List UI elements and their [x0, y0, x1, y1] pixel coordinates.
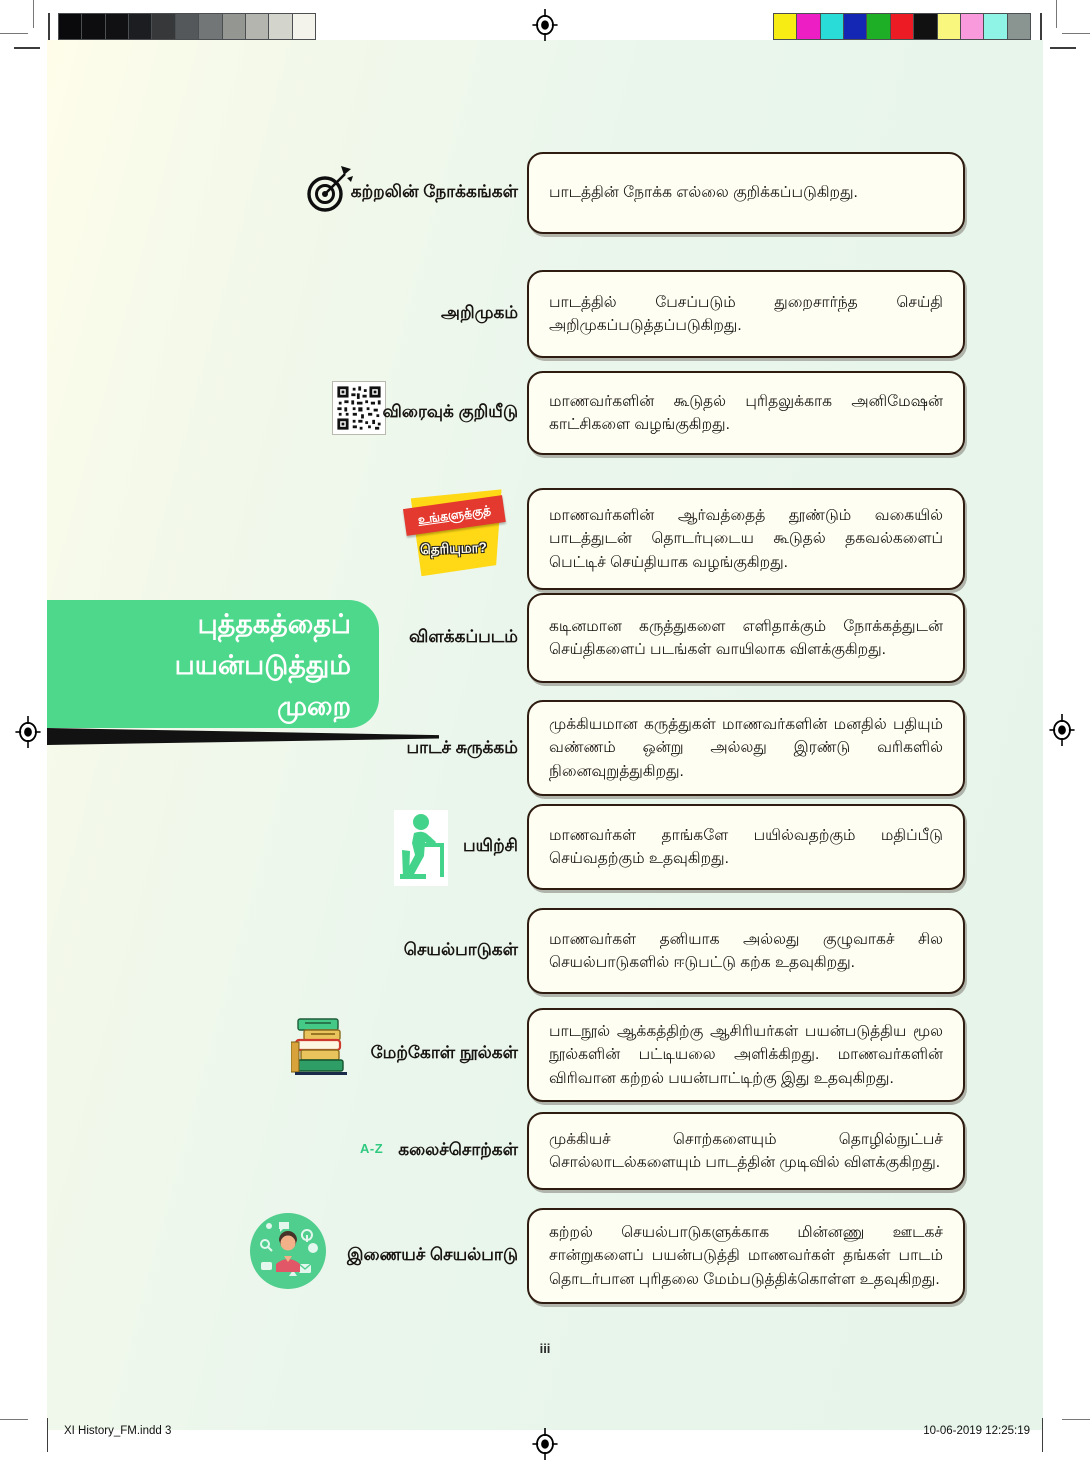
info-box-illustration [527, 593, 965, 683]
info-text: கற்றல் செயல்பாடுகளுக்காக மின்னணு ஊடகச் சான்றுகளைப் பயன்படுத்தி மாணவர்கள் தங்கள் பாடம் தொடர்பான புரிதலை மேம்படுத்திக்கொள்ள உதவுகிறது. [549, 1224, 943, 1288]
page-number: iii [539, 1341, 551, 1356]
info-text: கடினமான கருத்துகளை எளிதாக்கும் நோக்கத்துடன் செய்திகளைப் படங்கள் வாயிலாக விளக்குகிறது. [549, 617, 943, 658]
grayscale-calibration-bar [58, 13, 316, 40]
az-icon: A-Z [360, 1141, 384, 1156]
crop-mark [14, 47, 40, 49]
crop-mark [33, 0, 34, 28]
info-text: மாணவர்களின் ஆர்வத்தைத் தூண்டும் வகையில் பாடத்துடன் தொடர்புடைய கூடுதல் தகவல்களைப் பெட்டிச் செய்தியாக வழங்குகிறது. [549, 507, 943, 571]
info-box-reference-books [527, 1008, 965, 1102]
row-label-introduction: அறிமுகம் [441, 303, 518, 322]
info-box-lesson-summary [527, 700, 965, 796]
crop-mark [1040, 13, 1042, 40]
row-label-illustration: விளக்கப்படம் [409, 627, 518, 646]
info-box-internet-activity [527, 1208, 965, 1304]
banner-line: முறை [277, 691, 351, 721]
crop-mark [0, 33, 28, 34]
crop-mark [47, 1418, 48, 1452]
row-label-reference-books: மேற்கோள் நூல்கள் [370, 1043, 518, 1062]
crop-mark [1056, 0, 1057, 28]
info-box-do-you-know [527, 488, 965, 590]
info-text: முக்கியமான கருத்துகள் மாணவர்களின் மனதில் பதியும் வண்ணம் ஒன்று அல்லது இரண்டு வரிகளில் நினைவுறுத்துகிறது. [549, 716, 943, 780]
crop-mark [48, 13, 50, 40]
info-text: மாணவர்களின் கூடுதல் புரிதலுக்காக அனிமேஷன் காட்சிகளை வழங்குகிறது. [549, 392, 943, 433]
crop-mark [1042, 1418, 1043, 1452]
info-box-practice [527, 804, 965, 890]
info-box-glossary [527, 1112, 965, 1190]
info-box-activities [527, 908, 965, 994]
crop-mark [0, 1419, 28, 1420]
footer-filename: XI History_FM.indd 3 [64, 1425, 172, 1437]
row-label-practice: பயிற்சி [463, 836, 518, 855]
banner-line: புத்தகத்தைப் [197, 609, 351, 639]
info-text: பாடத்தில் பேசப்படும் துறைசார்ந்த செய்தி அறிமுகப்படுத்தப்படுகிறது. [549, 293, 943, 334]
banner-line: பயன்படுத்தும் [174, 650, 351, 680]
registration-mark-right [1048, 714, 1076, 746]
registration-mark-bottom [531, 1428, 559, 1460]
row-label-internet-activity: இணையச் செயல்பாடு [346, 1245, 518, 1264]
crop-mark [1062, 1419, 1090, 1420]
info-text: பாடத்தின் நோக்க எல்லை குறிக்கப்படுகிறது. [549, 184, 858, 202]
info-text: மாணவர்கள் தாங்களே பயில்வதற்கும் மதிப்பீடு செய்வதற்கும் உதவுகிறது. [549, 826, 943, 867]
section-banner [47, 600, 379, 728]
info-text: மாணவர்கள் தனியாக அல்லது குழுவாகச் சில செயல்பாடுகளில் ஈடுபட்டு கற்க உதவுகிறது. [549, 930, 943, 971]
crop-mark [1050, 47, 1076, 49]
info-box-qr-code [527, 371, 965, 455]
row-label-lesson-summary: பாடச் சுருக்கம் [406, 738, 518, 757]
crop-mark [1062, 33, 1090, 34]
row-label-qr-code: விரைவுக் குறியீடு [382, 402, 518, 421]
color-calibration-bar [773, 13, 1031, 40]
badge-red-band: உங்களுக்குத் [403, 495, 506, 536]
registration-mark-top [531, 9, 559, 41]
badge-question-text: தெரியுமா? [419, 539, 488, 558]
row-label-activities: செயல்பாடுகள் [403, 940, 518, 959]
registration-mark-left [14, 716, 42, 748]
do-you-know-badge [404, 489, 507, 576]
info-box-introduction [527, 270, 965, 358]
info-box-learning-objectives [527, 152, 965, 234]
row-label-learning-objectives: கற்றலின் நோக்கங்கள் [350, 182, 518, 201]
info-text: பாடநூல் ஆக்கத்திற்கு ஆசிரியர்கள் பயன்படுத்திய மூல நூல்களின் பட்டியலை அளிக்கிறது. மாணவர்களின் விரிவான கற்றல் பயன்பாட்டிற்கு இது உதவுகிறது. [549, 1023, 943, 1087]
info-text: முக்கியச் சொற்களையும் தொழில்நுட்பச் சொல்லாடல்களையும் பாடத்தின் முடிவில் விளக்குகிறது. [549, 1130, 943, 1171]
footer-timestamp: 10-06-2019 12:25:19 [923, 1425, 1030, 1437]
row-label-glossary: கலைச்சொற்கள் [398, 1140, 518, 1159]
